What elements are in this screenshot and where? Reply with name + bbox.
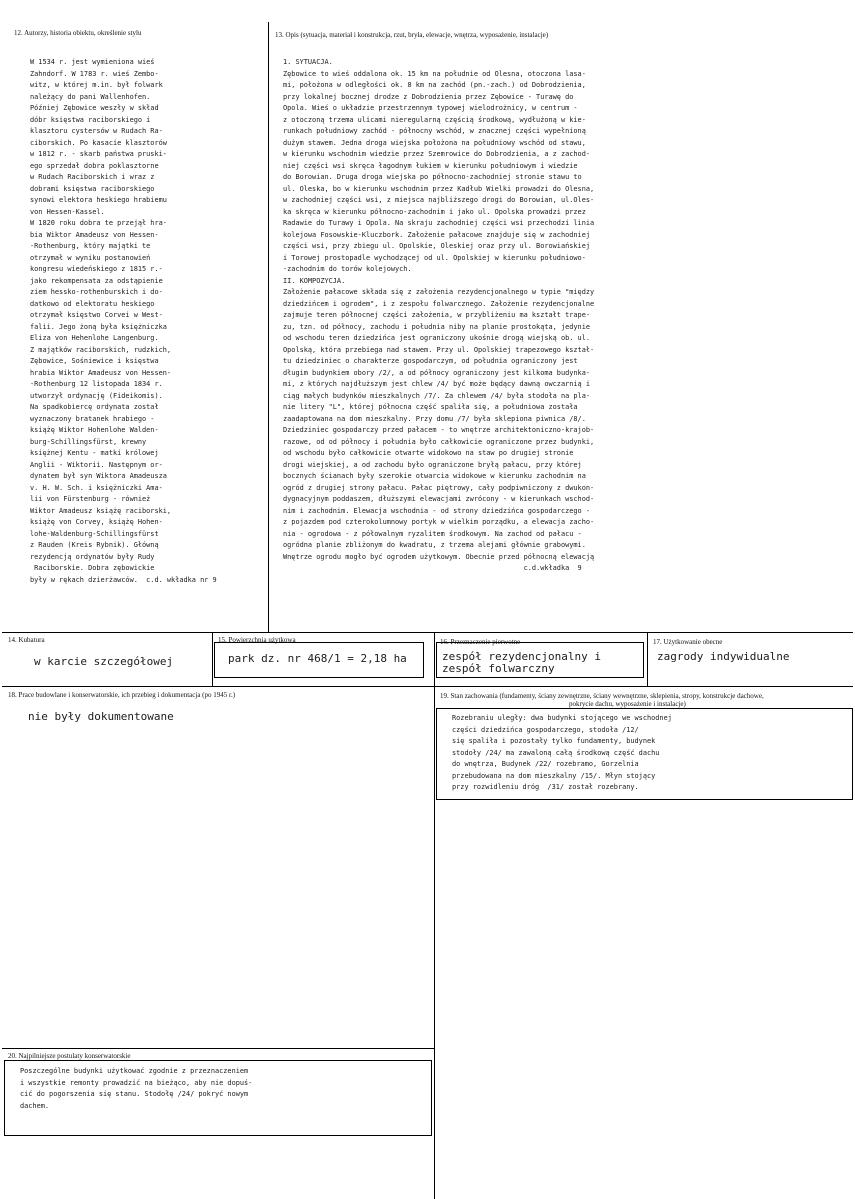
description-line: części wsi, przy zbiegu ul. Opolskie, Oleskiej oraz przy ul. Borowiańskiej [283, 242, 590, 250]
description-line: zaadaptowana na dom mieszkalny. Przy domu /7/ była sklepiona piwnica /8/. [283, 414, 586, 423]
field-18-value: nie były dokumentowane [28, 710, 174, 723]
description-line: Opolską, która przebiega nad stawem. Przy ul. Opolskiej trapezowego kształ- [283, 345, 595, 354]
description-line: II. KOMPOZYCJA. [283, 276, 346, 285]
field-20-label: 20. Najpilniejsze postulaty konserwatorskie [8, 1052, 131, 1060]
description-line: dużym stawem. Jedna droga wiejska położona na południowy wschód od stawu, [283, 138, 586, 147]
history-line: synowi elektora heskiego hrabiemu [30, 196, 167, 204]
field-20-top [2, 1048, 434, 1049]
history-line: hrabia Wiktor Amadeusz von Hessen- [30, 368, 172, 377]
field-13-label: 13. Opis (sytuacja, materiał i konstrukcja, rzut, bryła, elewacje, wnętrza, wyposażenie, instalacje) [275, 31, 549, 39]
history-line: falii. Jego żoną była księżniczka [30, 322, 167, 331]
history-line: ego sprzedał dobra poklasztorne [30, 161, 159, 170]
row-14-div3 [647, 632, 648, 686]
history-line: otrzymał w wyniku postanowień [30, 253, 151, 262]
field-12-label: 12. Autorzy, historia obiektu, określenie stylu [14, 29, 142, 37]
history-line: dóbr księstwa raciborskiego i [30, 115, 151, 124]
row-14-div2 [434, 632, 435, 686]
description-line: ogród z drugiej strony pałacu. Pałac piętrowy, cały podpiwniczony z dwukon- [283, 483, 595, 492]
field-19-line: Rozebraniu uległy: dwa budynki stojącego we wschodnej [452, 714, 672, 722]
description-line: zu, tzn. od północy, zachodu i południa niby na planie prostokąta, jedynie [283, 322, 590, 331]
field-16-line-1: zespół rezydencjonalny i [442, 650, 601, 663]
field-20-line: dachem. [20, 1101, 50, 1110]
row-14-div1 [212, 632, 213, 686]
history-line: burg-Schillingsfürst, krewny [30, 437, 147, 446]
history-line: -Rothenburg 12 listopada 1834 r. [30, 380, 163, 388]
history-line: ziem hessko-rothenburskich i do- [30, 288, 163, 296]
description-line: Radawie do Turawy i Opola. Na skraju zachodniej części wsi przechodzi linia [283, 219, 595, 227]
description-line: 1. SYTUACJA. [283, 58, 333, 66]
description-line: runkach południowy zachód - północny wschód, w znacznej części wypełnioną [283, 127, 586, 135]
description-line: od wschodu było całkowicie otwarte widokowo na staw po drugiej stronie [283, 449, 574, 457]
history-line: z Rauden (Kreis Rybnik). Główną [30, 541, 159, 549]
description-line: Założenie pałacowe składa się z założenia rezydencjonalnego w typie "między [283, 288, 595, 296]
history-line: jako rekompensata za odstąpienie [30, 276, 163, 285]
description-text [283, 57, 838, 575]
history-line: Wiktor Amadeusz książę raciborski, [30, 506, 172, 515]
field-16-label: 16. Przeznaczenie pierwotne [440, 638, 521, 646]
history-line: kongresu wiedeńskiego z 1815 r.- [30, 265, 163, 273]
history-line: rezydencją ordynatów były Rudy [30, 552, 155, 561]
history-line: W 1820 roku dobra te przejął hra- [30, 219, 167, 227]
field-19-line: się spaliła i pozostały tylko fundamenty, budynek [452, 737, 656, 745]
description-line: Opola. Wieś o układzie przestrzennym typowej wielodrożnicy, w centrum - [283, 104, 578, 112]
description-line: c.d.wkładka 9 [283, 564, 582, 572]
history-text [30, 57, 268, 586]
history-line: Później Zębowice weszły w skład [30, 104, 159, 112]
description-line: nia - ogrodowa - z półowalnym ryzalitem środkowym. Na zachod od pałacu - [283, 529, 582, 538]
history-line: książę von Corvey, książę Hohen- [30, 518, 163, 526]
field-19-line: przy rozwidleniu dróg /31/ został rozebrany. [452, 783, 639, 791]
field-18-label: 18. Prace budowlane i konserwatorskie, ich przebieg i dokumentacja (po 1945 r.) [8, 691, 236, 699]
history-line: księżnej Kentu - matki królowej [30, 449, 159, 457]
description-line: i Torowej prostopadle wychodzącej od ul. Opolskiej w kierunku południowo- [283, 253, 586, 262]
history-line: von Hessen-Kassel. [30, 207, 105, 216]
description-line: ogródna planie zbliżonym do kwadratu, z trzema alejami głównie grabowymi. [283, 541, 586, 549]
history-line: ciborskich. Po kasacie klasztorów [30, 138, 167, 147]
history-line: lohe-Waldenburg-Schillingsfürst [30, 529, 159, 538]
description-line: Zębowice to wieś oddalona ok. 15 km na południe od Olesna, otoczona lasa- [283, 69, 586, 78]
history-line: Na spadkobiercę ordynata został [30, 403, 159, 411]
history-line: W 1534 r. jest wymieniona wieś [30, 58, 155, 66]
history-line: witz, w której m.in. był folwark [30, 81, 163, 89]
history-line: w 1812 r. - skarb państwa pruski- [30, 150, 167, 158]
history-line: dynatem był syn Wiktora Amadeusza [30, 472, 167, 480]
field-19-label-line-2: pokrycie dachu, wyposażenie i instalacje) [569, 700, 686, 708]
description-line: długim budynkiem obory /2/, a od północy ograniczony jest kilkoma budynka- [283, 368, 590, 377]
description-line: razowe, od od północy i południa było całkowicie ograniczone przez budynki, [283, 437, 595, 446]
description-line: Wnętrze ogrodu mogło być ogrodem użytkowym. Obecnie przed północną elewacją [283, 552, 595, 561]
field-20-line: Poszczególne budynki użytkować zgodnie z przeznaczeniem [20, 1067, 249, 1075]
field-17-label: 17. Użytkowanie obecne [653, 638, 723, 646]
history-line: wyznaczony bratanek hrabiego - [30, 414, 155, 423]
description-line: mi, położona w odległości ok. 8 km na zachód (pn.-zach.) od Dobrodzienia, [283, 81, 586, 89]
description-line: Dziedziniec gospodarczy przed pałacem - to wnętrze architektoniczno-krajob- [283, 426, 595, 434]
description-line: drogi wiejskiej, a od zachodu było ograniczone bryłą pałacu, przy której [283, 460, 582, 469]
history-line: książę Wiktor Hohenlohe Walden- [30, 426, 159, 434]
field-19-line: części dziedzińca gospodarczego, stodoła /12/ [452, 725, 639, 734]
field-14-value: w karcie szczegółowej [34, 655, 174, 668]
description-line: nie litery "L", której północna część spaliła się, a południowa została [283, 403, 578, 411]
description-line: -zachodnim do torów kolejowych. [283, 265, 412, 273]
description-line: dygnacyjnym poddaszem, dłuższymi elewacjami zwrócony - w kierunkach wschod- [283, 495, 595, 503]
history-line: otrzymał księstwo Corvei w West- [30, 311, 163, 319]
history-line: Zahndorf. W 1783 r. wieś Zembo- [30, 69, 159, 78]
description-line: do Borowian. Druga droga wiejska po północno-zachodniej stronie stawu to [283, 173, 582, 181]
field-19-label-line-1: 19. Stan zachowania (fundamenty, ściany zewnętrzne, ściany wewnętrzne, sklepienia, stropy, konstrukcje dachowe, [440, 692, 764, 700]
history-line: Eliza von Hehenlohe Langenburg. [30, 334, 159, 342]
row-14-bottom [2, 686, 853, 687]
field-15-label: 15. Powierzchnia użytkowa [218, 636, 296, 644]
description-line: zajmuje teren północnej części założenia, w przybliżeniu ma kształt trape- [283, 311, 590, 319]
description-line: z otoczoną trzema ulicami nieregularną częścią środkową, wydłużoną w kie- [283, 115, 586, 124]
description-line: ka skręca w kierunku północno-zachodnim i jako ul. Opolska prowadzi przez [283, 207, 586, 216]
field-16-line-2: zespół folwarczny [442, 662, 555, 675]
field-19-line: przebudowana na dom mieszkalny /15/. Młyn stojący [452, 771, 656, 780]
description-line: bocznych ścianach były szerokie otwarcia widokowe w kierunku zachodnim na [283, 472, 586, 480]
field-19-line: stodoły /24/ ma zawaloną całą środkową część dachu [452, 748, 660, 757]
description-line: od wschodu teren dziedzińca jest ograniczony ukośnie drogą wiejską ob. ul. [283, 334, 590, 342]
history-line: lii von Fürstenburg - również [30, 495, 151, 503]
history-line: dobrami księstwa raciborskiego [30, 184, 155, 193]
description-line: kolejowa Fosowskie-Kluczbork. Założenie pałacowe znajduje się w zachodniej [283, 230, 590, 239]
top-divider [268, 22, 269, 632]
history-line: bia Wiktor Amadeusz von Hessen- [30, 230, 159, 239]
history-line: Zębowice, Sośniewice i księstwa [30, 357, 159, 365]
history-line: datkowo od elektoratu heskiego [30, 299, 155, 308]
history-line: Raciborskie. Dobra zębowickie [30, 564, 155, 572]
history-line: w Rudach Raciborskich i wraz z [30, 173, 155, 181]
history-line: v. H. W. Sch. i księżniczki Ama- [30, 483, 163, 492]
field-20-line: i wszystkie remonty prowadzić na bieżąco, aby nie dopuś- [20, 1078, 253, 1087]
description-line: ciąg małych budynków mieszkalnych /7/. Za chlewem /4/ była stodoła na pla- [283, 391, 590, 400]
field-14-label: 14. Kubatura [8, 636, 45, 644]
description-line: mi, z których najdłuższym jest chlew /4/ być może będący dawną owczarnią i [283, 380, 590, 388]
row-14-top [2, 632, 853, 633]
field-19-text [452, 713, 852, 794]
field-15-value: park dz. nr 468/1 = 2,18 ha [228, 652, 407, 665]
field-20-line: cić do pogorszenia się stanu. Stodołę /24/ pokryć nowym [20, 1090, 249, 1098]
description-line: tu dziedziniec o charakterze gospodarczym, od południa ograniczony jest [283, 357, 578, 365]
history-line: Z majątków raciborskich, rudzkich, [30, 345, 172, 354]
description-line: w kierunku wschodnim wiedzie przez Szemrowice do Dobrodzienia, a z zachod- [283, 150, 590, 158]
history-line: klasztoru cystersów w Rudach Ra- [30, 127, 163, 135]
history-line: Anglii - Wiktorii. Następnym or- [30, 460, 163, 469]
description-line: niej części wsi skręca łagodnym łukiem w kierunku południowym i wiedzie [283, 161, 578, 170]
field-20-text [20, 1066, 432, 1112]
field-17-value: zagrody indywidualne [657, 650, 790, 663]
description-line: przy lokalnej bocznej drodze z Dobrodzienia przez Zębowice - Turawę do [283, 92, 574, 101]
description-line: z pojazdem pod czterokolumnowy portyk w wielkim porządku, a elewacja zacho- [283, 518, 595, 526]
field-19-line: do wnętrza, Budynek /22/ rozebramo, Gorzelnia [452, 760, 639, 768]
history-line: należący do pani Wallenhofen. [30, 92, 151, 101]
description-line: w zachodniej części wsi, z miejsca najbliższego drogi do Borowian, ul.Oles- [283, 196, 595, 204]
description-line: dziedzińcem i ogrodem", i z zespołu folwarcznego. Założenie rezydencjonalne [283, 299, 595, 308]
description-line: nim i zachodnim. Elewacja wschodnia - od strony dziedzińca gospodarczego - [283, 506, 590, 515]
history-line: były w rękach dzierżawców. c.d. wkładka nr 9 [30, 575, 217, 584]
history-line: -Rothenburg, który majątki te [30, 242, 151, 250]
history-line: utworzył ordynację (Fideikomis). [30, 391, 163, 400]
description-line: ul. Oleska, bo w kierunku wschodnim przez Kadłub Wielki prowadzi do Olesna, [283, 184, 595, 193]
mid-divider [434, 686, 435, 1199]
